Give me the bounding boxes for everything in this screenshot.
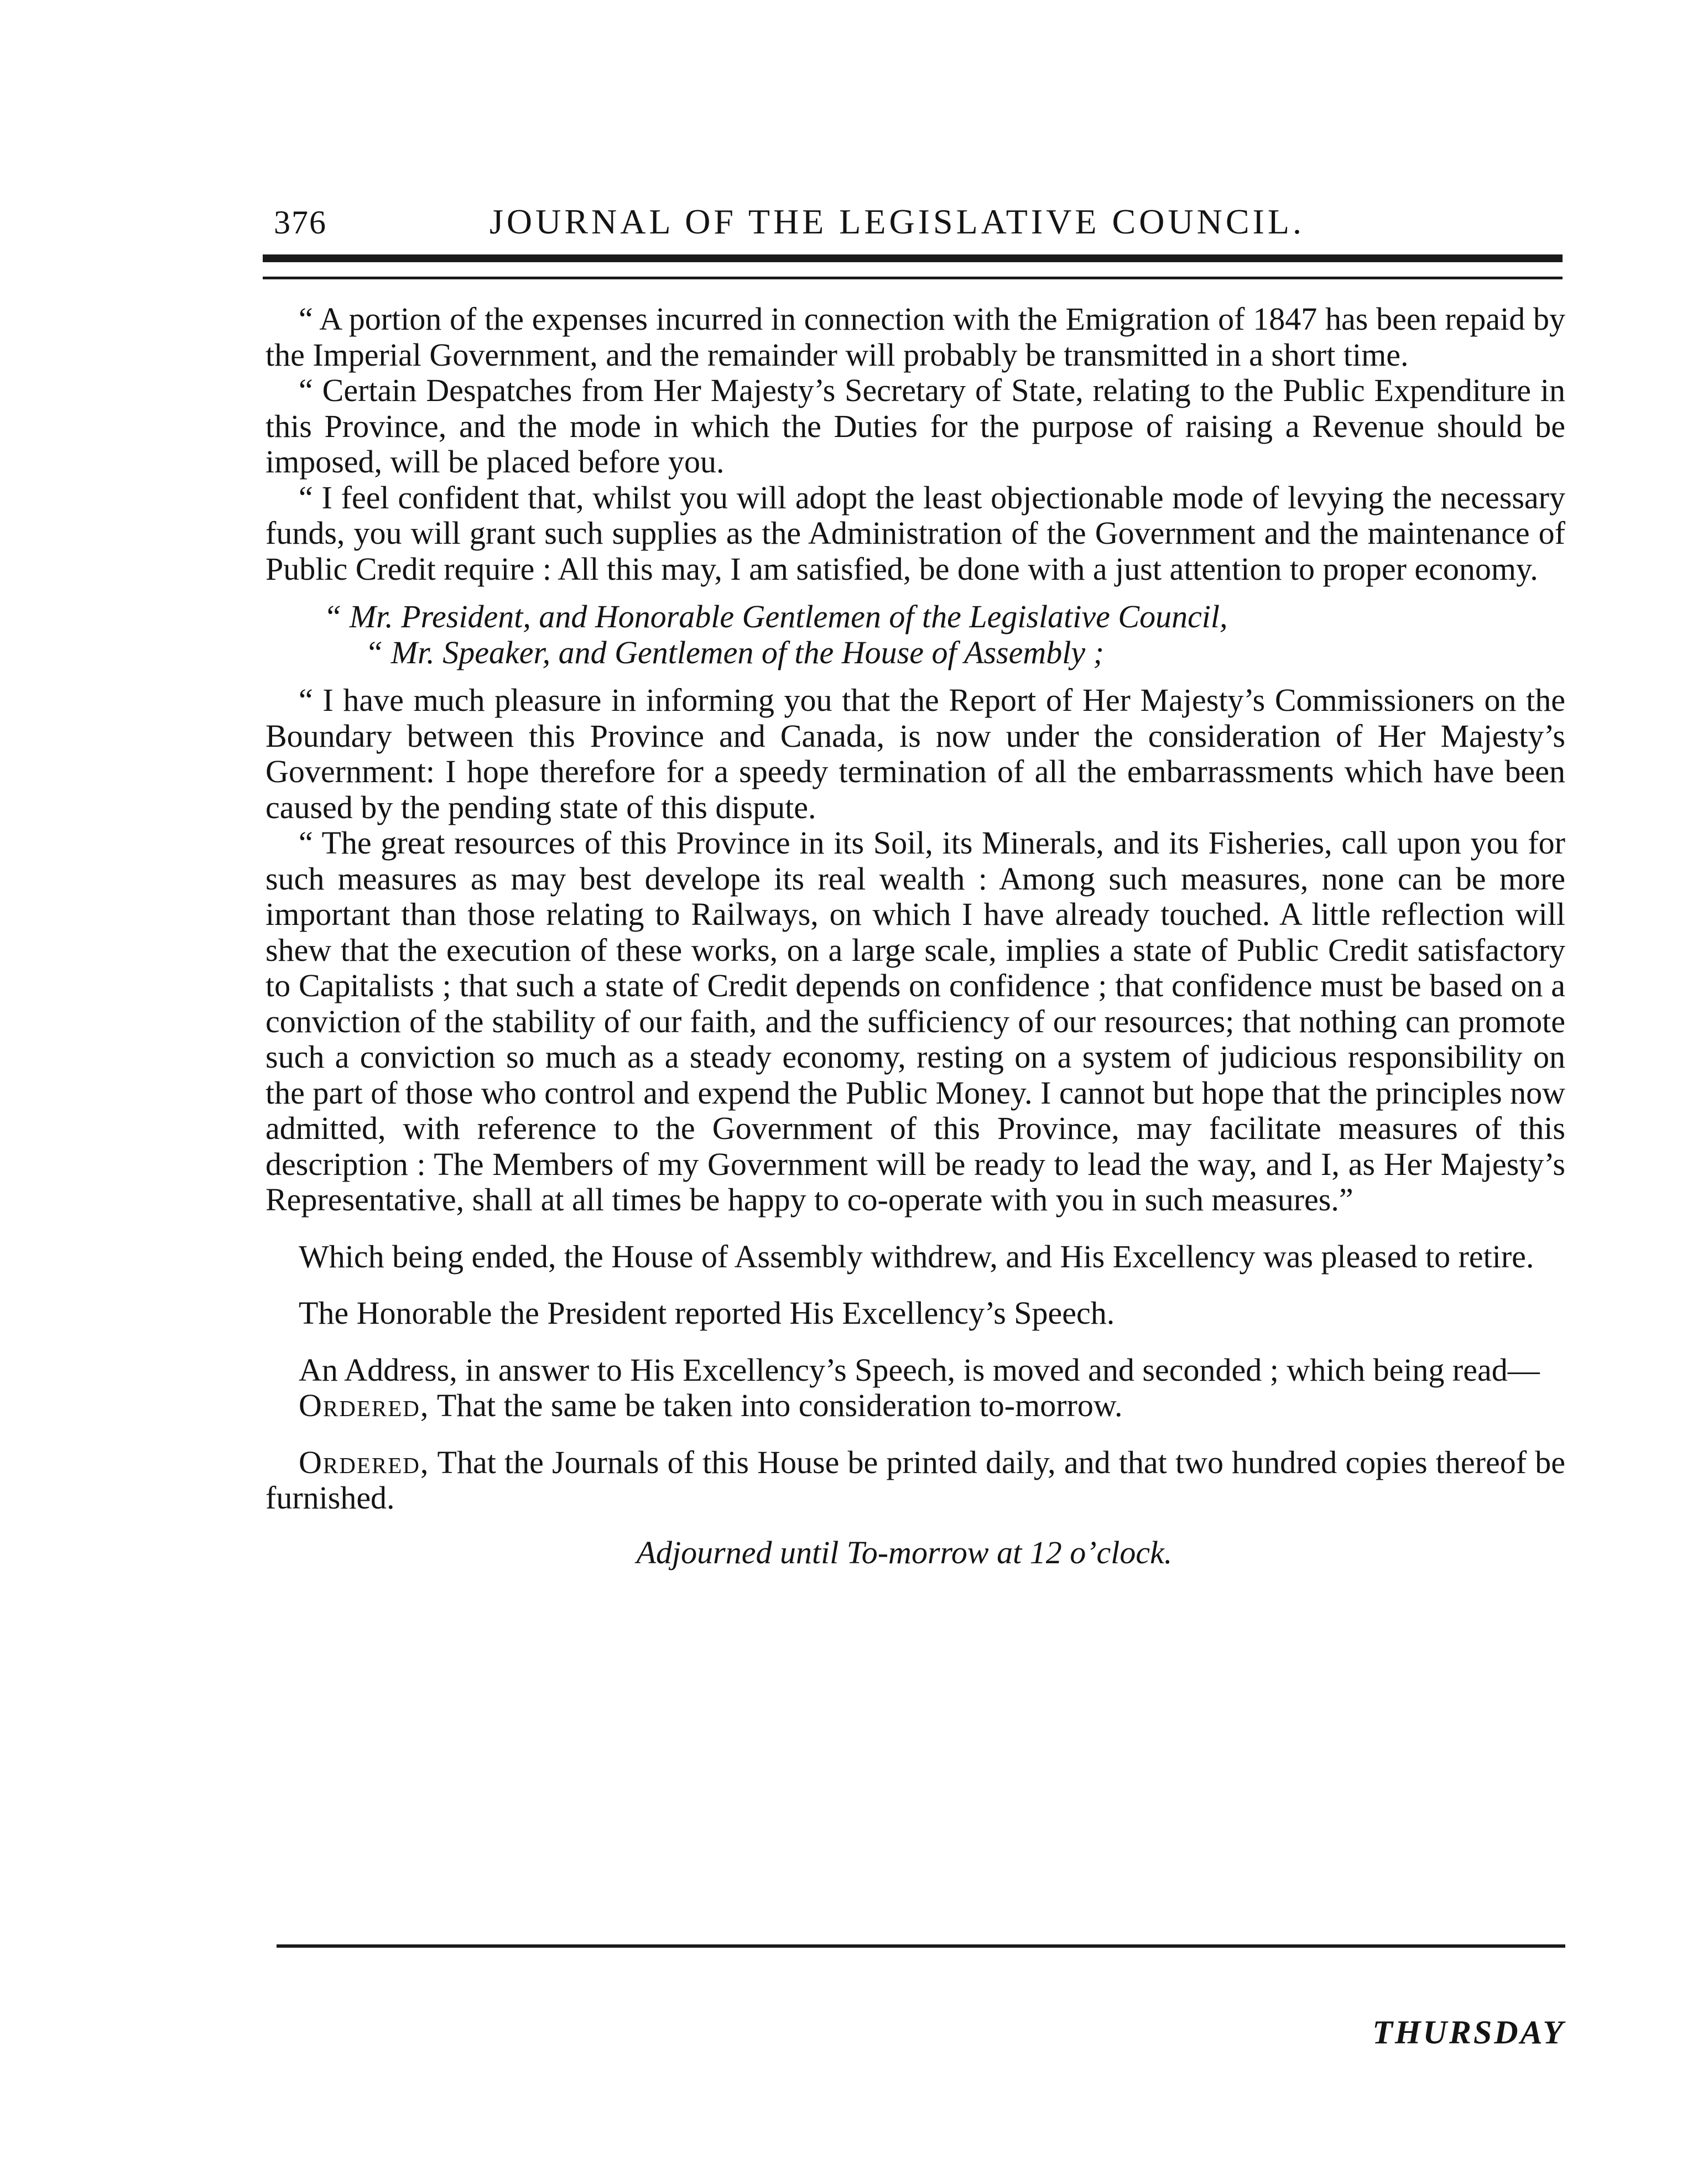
page-number: 376 xyxy=(274,204,327,241)
proceedings-president-reported: The Honorable the President reported His Excellency’s Speech. xyxy=(299,1295,1115,1331)
proceedings-address-moved: An Address, in answer to His Excellency’s Speech, is moved and seconded ; which being read— xyxy=(299,1351,1540,1388)
address-line-council: “ Mr. President, and Honorable Gentlemen of the Legislative Council, xyxy=(324,599,1228,634)
header-rule-thin xyxy=(263,277,1563,279)
proceedings-withdrew: Which being ended, the House of Assembly withdrew, and His Excellency was pleased to retire. xyxy=(299,1238,1534,1275)
speech-paragraph-resources: “ The great resources of this Province in its Soil, its Minerals, and its Fisheries, call upon you for such measures as may best develope its real wealth : Among such measures, none can be more important than those relating to Railways, on which I have already touched. A little reflection will shew that the execution of these works, on a large scale, implies a state of Public Credit satisfactory to Capitalists ; that such a state of Credit depends on confidence ; that confidence must be based on a conviction of the stability of our faith, and the sufficiency of our resources; that nothing can promote such a conviction so much as a steady economy, resting on a system of judicious responsibility on the part of those who control and expend the Public Money. I cannot but hope that the principles now admitted, with reference to the Government of this Province, may facilitate measures of this description : The Members of my Government will be ready to lead the way, and I, as Her Majesty’s Representative, shall at all times be happy to co-operate with you in such measures.” xyxy=(265,825,1565,1218)
ordered-text: That the Journals of this House be printed daily, and that two hundred copies thereof be furnished. xyxy=(265,1444,1565,1516)
speech-address xyxy=(265,599,1565,670)
speech-paragraph-despatches: “ Certain Despatches from Her Majesty’s Secretary of State, relating to the Public Expenditure in this Province, and the mode in which the Duties for the purpose of raising a Revenue should be imposed, will be placed before you. xyxy=(265,372,1565,480)
ordered-consideration xyxy=(265,1388,1565,1424)
page-header xyxy=(274,194,1565,254)
ordered-journals-printed xyxy=(265,1445,1565,1516)
ordered-label: Ordered, xyxy=(299,1444,430,1480)
footer-rule xyxy=(277,1944,1565,1948)
address-line-assembly: “ Mr. Speaker, and Gentlemen of the House of Assembly ; xyxy=(365,634,1104,670)
speech-paragraph-emigration: “ A portion of the expenses incurred in connection with the Emigration of 1847 has been repaid by the Imperial Government, and the remainder will probably be transmitted in a short time. xyxy=(265,301,1565,373)
header-rule-thick xyxy=(263,254,1563,262)
page-body xyxy=(265,301,1565,1570)
adjourned-notice: Adjourned until To-morrow at 12 o’clock. xyxy=(636,1534,1173,1570)
speech-paragraph-supplies: “ I feel confident that, whilst you will adopt the least objectionable mode of levying the necessary funds, you will grant such supplies as the Administration of the Government and the maintenance of Public Credit require : All this may, I am satisfied, be done with a just attention to proper economy. xyxy=(265,479,1565,587)
speech-paragraph-boundary: “ I have much pleasure in informing you that the Report of Her Majesty’s Commissioners on the Boundary between this Province and Canada, is now under the consideration of Her Majesty’s Government: I hope therefore for a speedy termination of all the embarrassments which have been caused by the pending state of this dispute. xyxy=(265,682,1565,825)
ordered-text: That the same be taken into consideration to-morrow. xyxy=(429,1387,1123,1423)
ordered-label: Ordered, xyxy=(299,1387,430,1423)
running-title: JOURNAL OF THE LEGISLATIVE COUNCIL. xyxy=(490,202,1305,241)
catchword: THURSDAY xyxy=(1372,2014,1565,2051)
